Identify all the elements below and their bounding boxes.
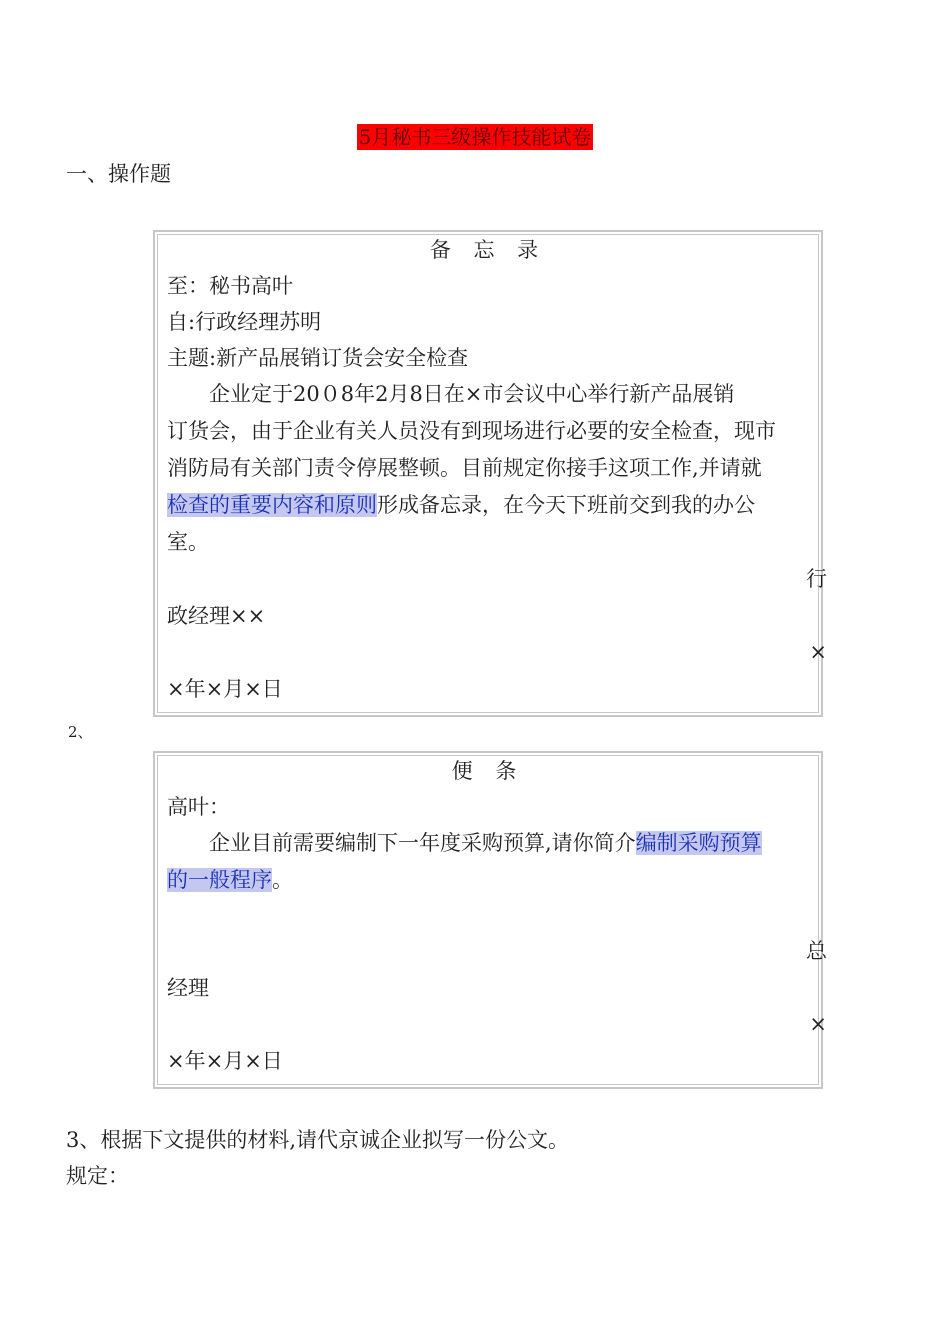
memo-subject: 主题:新产品展销订货会安全检查 (167, 346, 469, 370)
memo-body-line-3: 消防局有关部门责令停展整顿。目前规定你接手这项工作,并请就 (167, 456, 762, 480)
note-sign-right: 总 (806, 939, 827, 963)
note-body-line-2 (167, 866, 293, 894)
note-body-line-1-pre: 企业目前需要编制下一年度采购预算,请你简介 (209, 831, 636, 855)
item-3-text: 3、根据下文提供的材料,请代京诚企业拟写一份公文。 (66, 1128, 570, 1152)
note-date-left: ×年×月×日 (167, 1049, 283, 1073)
section-heading: 一、操作题 (66, 162, 171, 186)
note-highlight-1: 编制采购预算 (635, 831, 762, 855)
memo-body-line-5: 室。 (167, 530, 209, 554)
memo-to: 至：秘书高叶 (167, 274, 293, 298)
memo-from: 自:行政经理苏明 (167, 310, 322, 334)
note-box (153, 751, 827, 1089)
note-date-right: × (809, 1012, 827, 1036)
note-to: 高叶： (167, 795, 230, 819)
memo-date-left: ×年×月×日 (167, 677, 283, 701)
item-2-number: 2、 (68, 723, 93, 741)
note-heading: 便 条 (451, 759, 525, 783)
memo-body-line-1: 企业定于20０8年2月8日在×市会议中心举行新产品展销 (209, 382, 735, 406)
memo-body-line-4 (167, 491, 755, 519)
note-body-line-1 (209, 829, 762, 857)
memo-highlight: 检查的重要内容和原则 (167, 493, 377, 517)
memo-sign-right: 行 (806, 567, 827, 591)
document-title: 5月秘书三级操作技能试卷 (358, 125, 592, 149)
memo-date-right: × (809, 640, 827, 664)
memo-heading: 备 忘 录 (429, 238, 547, 262)
requirements-label: 规定： (66, 1164, 129, 1188)
note-highlight-2: 的一般程序 (167, 868, 272, 892)
memo-body-line-2: 订货会，由于企业有关人员没有到现场进行必要的安全检查，现市 (167, 419, 776, 443)
note-sign-left: 经理 (167, 976, 209, 1000)
title-wrap (0, 124, 950, 150)
note-body-line-2-rest: 。 (272, 868, 293, 892)
memo-sign-left: 政经理×× (167, 604, 266, 628)
memo-box (153, 230, 827, 717)
memo-body-line-4-rest: 形成备忘录，在今天下班前交到我的办公 (377, 493, 755, 517)
